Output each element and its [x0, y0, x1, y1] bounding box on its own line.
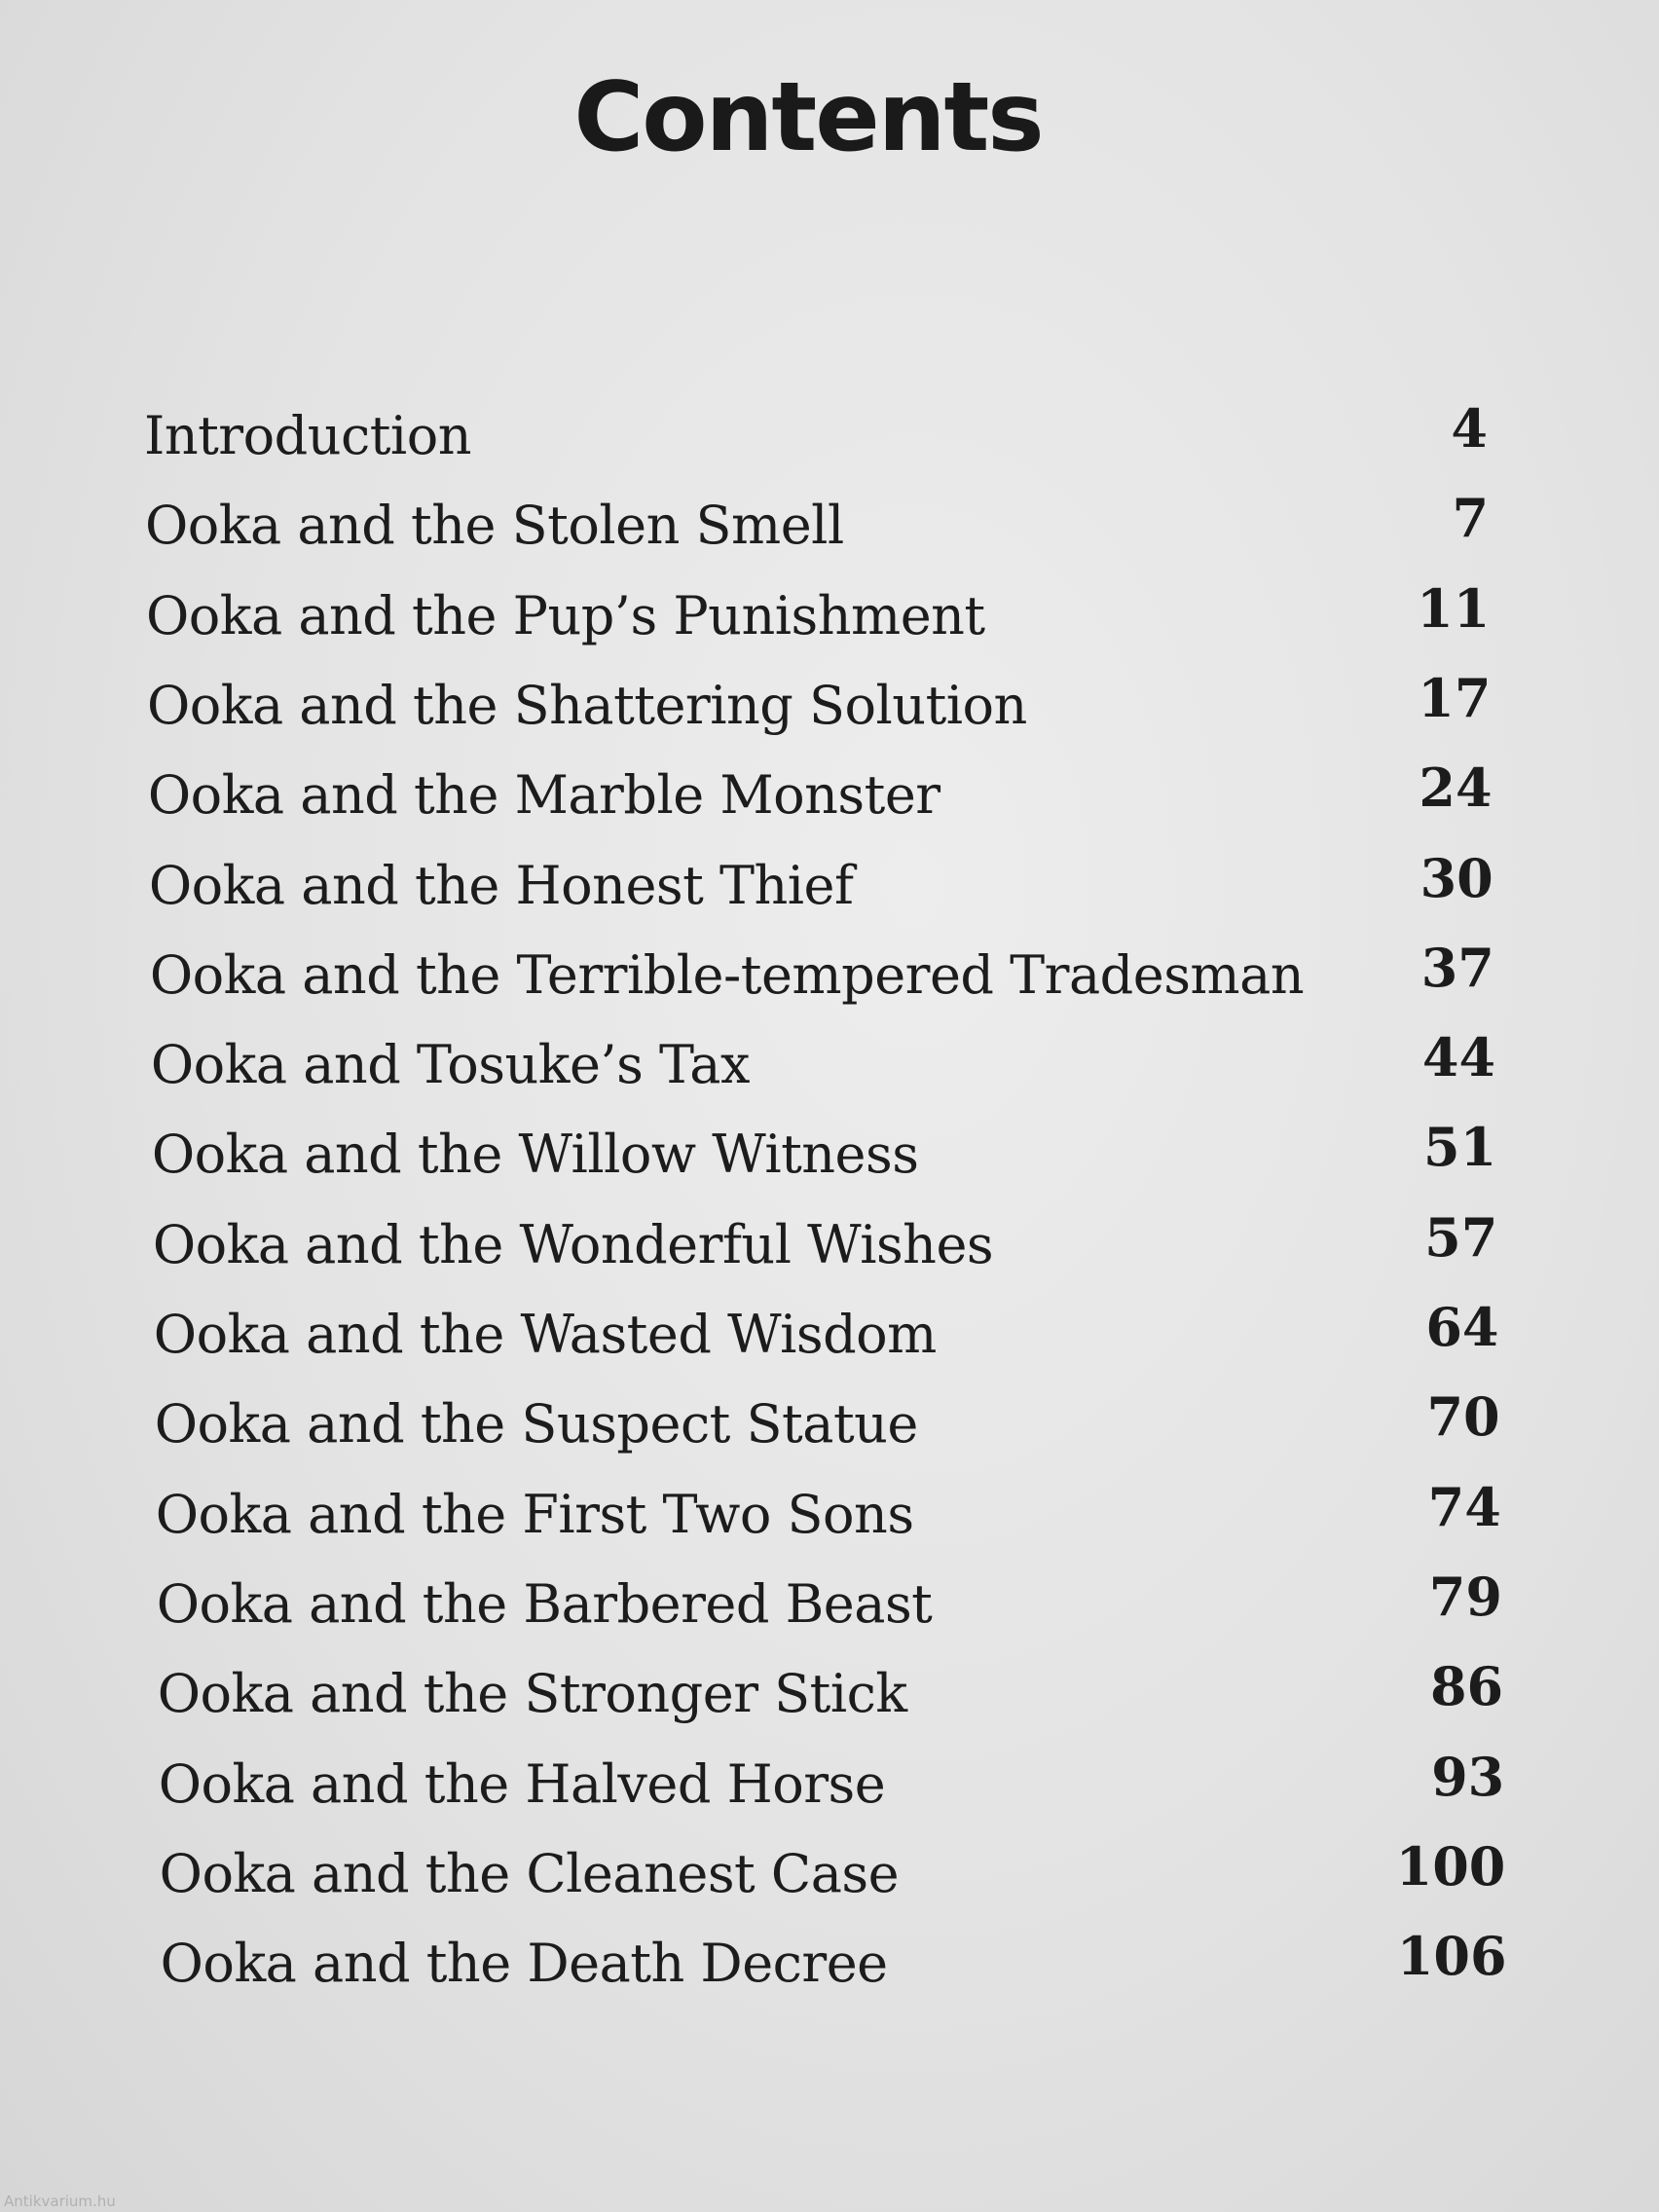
toc-entry: [153, 1206, 1613, 1284]
page-title: Contents: [573, 62, 1043, 173]
toc-entry-title: Ooka and the Cleanest Case: [159, 1842, 900, 1904]
toc-entry: [146, 577, 1606, 655]
toc-entry: [148, 756, 1608, 834]
toc-entry-page-number: 106: [1396, 1925, 1507, 1988]
toc-entry-page-number: 7: [1452, 487, 1490, 550]
toc-entry-title: Ooka and the Terrible-tempered Tradesman: [149, 943, 1305, 1006]
toc-entry: [150, 937, 1610, 1014]
toc-entry: [147, 667, 1607, 745]
toc-entry-title: Ooka and the Pup’s Punishment: [145, 584, 985, 646]
watermark: Antikvarium.hu: [4, 2193, 116, 2210]
toc-entry-page-number: 70: [1426, 1385, 1500, 1449]
toc-entry: [151, 1026, 1611, 1104]
toc-entry: [154, 1296, 1614, 1374]
toc-entry: [158, 1655, 1618, 1733]
toc-entry-title: Ooka and Tosuke’s Tax: [150, 1034, 750, 1096]
toc-entry-title: Ooka and the First Two Sons: [155, 1483, 914, 1545]
toc-entry-title: Ooka and the Marble Monster: [147, 764, 940, 827]
toc-entry-page-number: 64: [1425, 1296, 1499, 1358]
toc-entry-page-number: 4: [1451, 397, 1488, 460]
toc-entry: [152, 1116, 1612, 1194]
toc-entry-title: Ooka and the Wonderful Wishes: [152, 1213, 994, 1275]
toc-entry-title: Ooka and the Suspect Statue: [154, 1393, 918, 1456]
toc-entry: [155, 1385, 1615, 1463]
toc-entry: [144, 397, 1604, 475]
toc-entry-title: Ooka and the Stronger Stick: [157, 1663, 907, 1725]
toc-entry-page-number: 100: [1395, 1834, 1506, 1898]
toc-entry: [161, 1925, 1621, 2003]
toc-entry: [160, 1835, 1620, 1913]
toc-entry: [156, 1476, 1616, 1554]
toc-entry-title: Ooka and the Death Decree: [160, 1933, 888, 1995]
toc-entry-page-number: 86: [1429, 1655, 1504, 1718]
toc-entry-page-number: 93: [1431, 1745, 1505, 1808]
toc-entry-page-number: 30: [1419, 846, 1493, 909]
toc-entry-page-number: 11: [1417, 576, 1491, 640]
toc-entry-title: Ooka and the Barbered Beast: [156, 1572, 933, 1635]
toc-entry-page-number: 74: [1427, 1475, 1501, 1538]
toc-entry-title: Ooka and the Shattering Solution: [146, 674, 1027, 736]
toc-entry-title: Introduction: [144, 405, 471, 466]
toc-entry-page-number: 44: [1421, 1026, 1496, 1089]
toc-entry-page-number: 51: [1423, 1116, 1497, 1179]
toc-entry-title: Ooka and the Stolen Smell: [144, 495, 844, 557]
toc-entry-title: Ooka and the Wasted Wisdom: [153, 1304, 937, 1365]
toc-entry-title: Ooka and the Honest Thief: [148, 854, 854, 916]
toc-entry-page-number: 79: [1428, 1565, 1502, 1628]
toc-entry-page-number: 57: [1424, 1205, 1498, 1269]
toc-entry: [159, 1746, 1619, 1824]
toc-entry-page-number: 37: [1420, 936, 1494, 999]
toc-entry: [149, 847, 1609, 925]
toc-entry-page-number: 24: [1419, 756, 1493, 820]
toc-entry: [157, 1566, 1617, 1643]
toc-entry: [145, 487, 1605, 565]
toc-entry-title: Ooka and the Willow Witness: [151, 1124, 919, 1186]
toc-entry-title: Ooka and the Halved Horse: [158, 1752, 886, 1815]
toc-entry-page-number: 17: [1418, 666, 1492, 729]
